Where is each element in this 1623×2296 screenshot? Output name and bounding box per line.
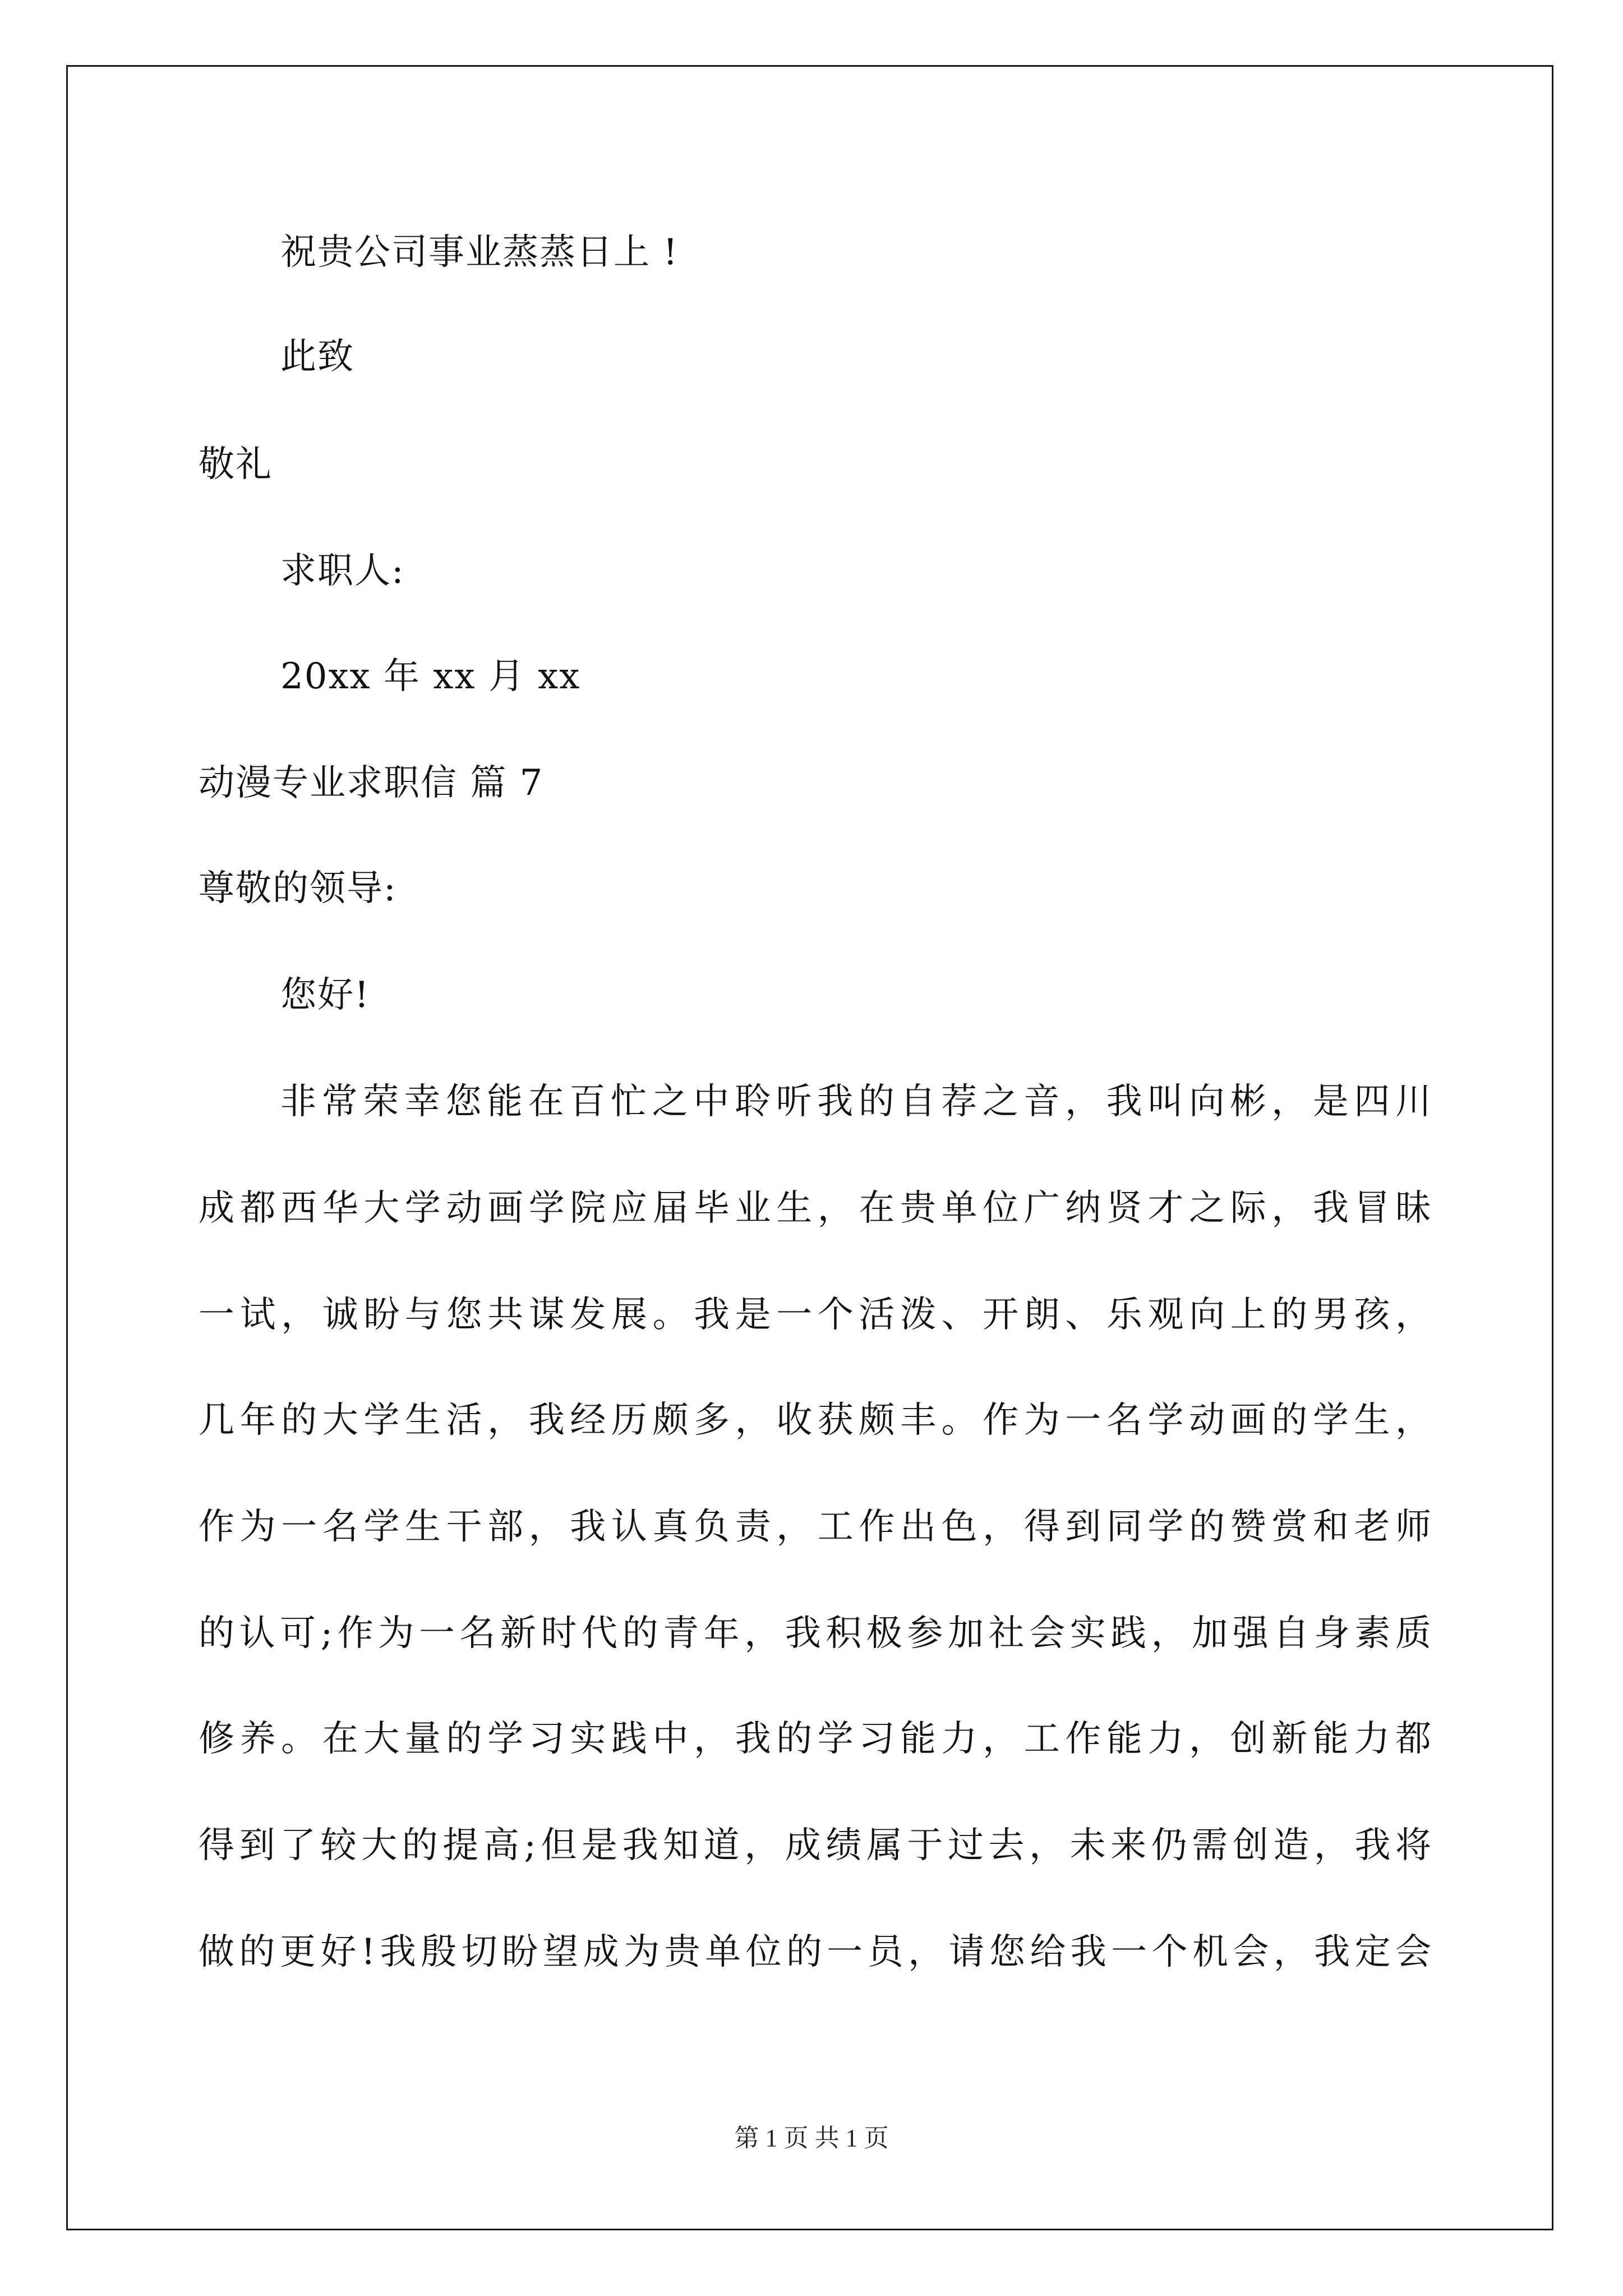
applicant-label: 求职人: [280,550,405,592]
greeting-to: 尊敬的领导: [199,868,397,909]
body-line: 作为一名学生干部，我认真负责，工作出色，得到同学的赞赏和老师 [199,1506,1432,1548]
greeting: 您好! [280,974,370,1016]
body-line: 得到了较大的提高;但是我知道，成绩属于过去，未来仍需创造，我将 [199,1825,1432,1866]
body-line: 几年的大学生活，我经历颇多，收获颇丰。作为一名学动画的学生， [199,1400,1432,1441]
page-footer: 第 1 页 共 1 页 [734,2124,889,2152]
body-line: 成都西华大学动画学院应届毕业生，在贵单位广纳贤才之际，我冒昧 [199,1188,1432,1229]
body-line: 修养。在大量的学习实践中，我的学习能力，工作能力，创新能力都 [199,1718,1432,1760]
salutation-close: 此致 [280,336,354,378]
letter-date: 20xx 年 xx 月 xx [280,656,581,697]
closing-wish: 祝贵公司事业蒸蒸日上 ! [280,232,679,273]
body-line: 做的更好!我殷切盼望成为贵单位的一员，请您给我一个机会，我定会 [199,1931,1432,1973]
page-frame [66,65,1553,2230]
section-title: 动漫专业求职信 篇 7 [199,762,544,804]
body-line: 的认可;作为一名新时代的青年，我积极参加社会实践，加强自身素质 [199,1613,1432,1654]
body-line: 一试，诚盼与您共谋发展。我是一个活泼、开朗、乐观向上的男孩， [199,1294,1432,1336]
body-line: 非常荣幸您能在百忙之中聆听我的自荐之音，我叫向彬，是四川 [280,1081,1432,1122]
regards: 敬礼 [199,444,273,485]
